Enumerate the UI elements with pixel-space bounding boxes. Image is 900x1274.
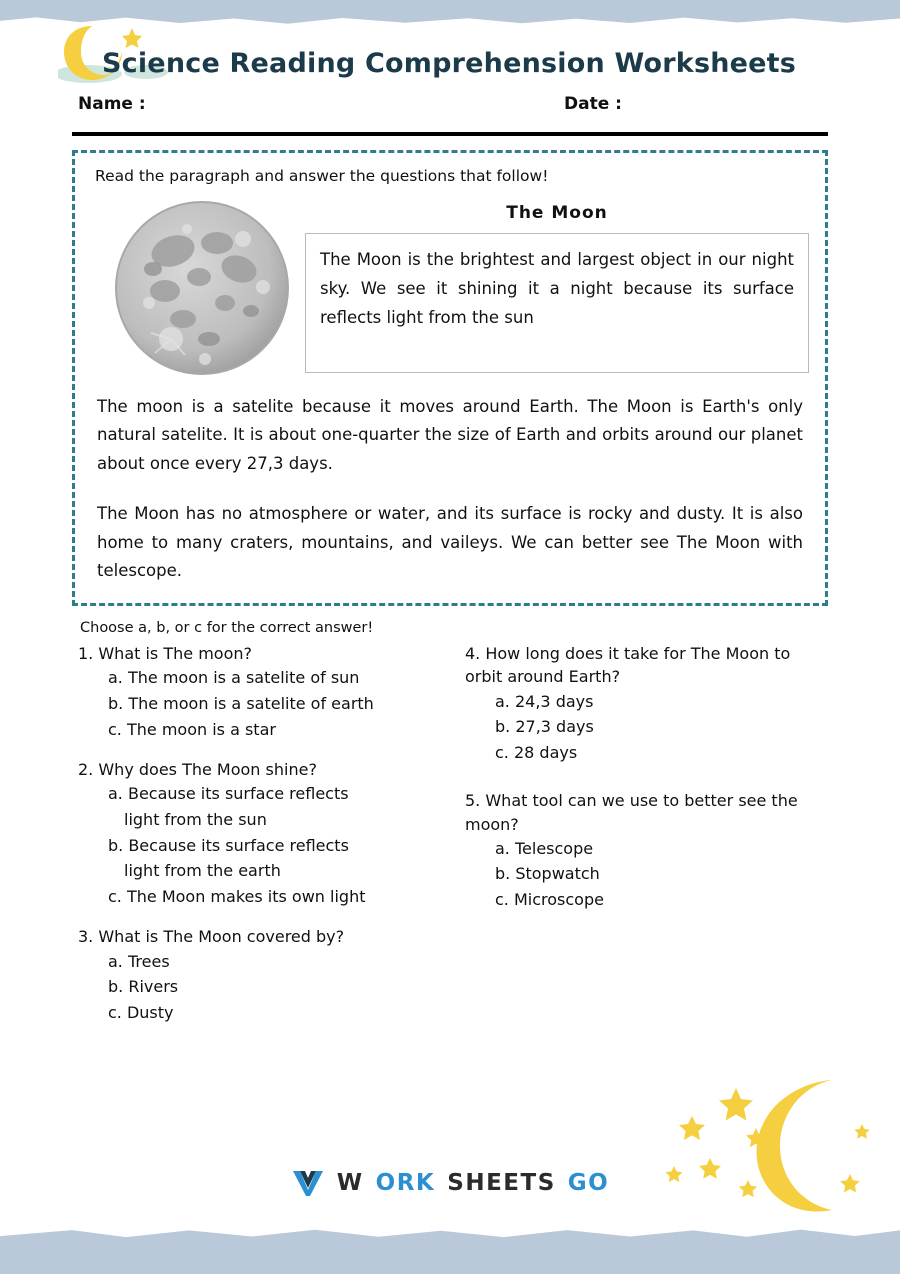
name-label: Name :	[78, 94, 146, 114]
question-option[interactable]: b. 27,3 days	[495, 717, 594, 737]
question-text: 1. What is The moon?	[78, 644, 252, 664]
brand-text-ork: ORK	[375, 1170, 436, 1196]
worksheetsgo-logo	[291, 1168, 609, 1198]
reading-instruction: Read the paragraph and answer the questions that follow!	[95, 167, 549, 185]
passage-highlight-box: The Moon is the brightest and largest object in our night sky. We see it shining it a night because its surface reflects light from the sun	[305, 233, 809, 373]
question-text: 4. How long does it take for The Moon to orbit around Earth?	[465, 644, 791, 687]
question-item	[78, 758, 441, 909]
question-option-continuation: light from the sun	[124, 810, 267, 829]
question-option-continuation: light from the earth	[124, 861, 281, 881]
questions-column-left	[78, 642, 441, 1041]
question-option[interactable]: a. Because its surface reflects	[108, 784, 349, 804]
question-option[interactable]: a. The moon is a satelite of sun	[108, 668, 360, 688]
questions-instruction: Choose a, b, or c for the correct answer!	[80, 620, 374, 637]
reading-passage-box	[72, 150, 828, 606]
question-option[interactable]: b. Rivers	[108, 977, 179, 997]
question-option[interactable]: a. Trees	[108, 951, 170, 971]
question-option[interactable]: c. Dusty	[108, 1002, 174, 1022]
questions-area	[78, 642, 828, 1041]
question-item	[78, 925, 441, 1025]
worksheetsgo-w-icon	[291, 1168, 325, 1198]
date-label: Date :	[564, 94, 622, 114]
question-item	[465, 642, 828, 765]
question-option[interactable]: c. 28 days	[495, 742, 578, 762]
question-text: 3. What is The Moon covered by?	[78, 927, 345, 947]
header-divider	[72, 132, 828, 136]
question-text: 2. Why does The Moon shine?	[78, 760, 317, 780]
name-date-row	[72, 94, 828, 124]
question-option[interactable]: a. 24,3 days	[495, 691, 594, 711]
passage-title: The Moon	[506, 203, 608, 223]
question-option[interactable]: c. The moon is a star	[108, 719, 276, 739]
footer-brand	[0, 1168, 900, 1202]
question-option[interactable]: b. Because its surface reflects	[108, 835, 349, 855]
question-option[interactable]: b. Stopwatch	[495, 864, 600, 884]
question-item	[78, 642, 441, 742]
question-item	[465, 789, 828, 912]
question-option[interactable]: c. The Moon makes its own light	[108, 886, 366, 906]
question-option[interactable]: b. The moon is a satelite of earth	[108, 694, 374, 714]
brand-text-w: W	[336, 1170, 364, 1196]
question-option[interactable]: c. Microscope	[495, 889, 604, 909]
full-moon-photo	[113, 199, 291, 377]
question-text: 5. What tool can we use to better see the moon?	[465, 791, 798, 834]
page-title: Science Reading Comprehension Worksheets	[102, 48, 797, 79]
worksheet-header	[72, 0, 828, 79]
passage-paragraph-1: The moon is a satelite because it moves around Earth. The Moon is Earth's only natural satelite. It is about one-quarter the size of Earth and orbits around our planet about once every 27,3 days.	[97, 397, 803, 473]
brand-text-go: GO	[567, 1170, 610, 1196]
passage-paragraph-2: The Moon has no atmosphere or water, and its surface is rocky and dusty. It is also home to many craters, mountains, and vaileys. We can better see The Moon with telescope.	[97, 504, 803, 580]
question-option[interactable]: a. Telescope	[495, 838, 594, 858]
questions-column-right	[465, 642, 828, 1041]
brand-text-sheets: SHEETS	[447, 1170, 556, 1196]
